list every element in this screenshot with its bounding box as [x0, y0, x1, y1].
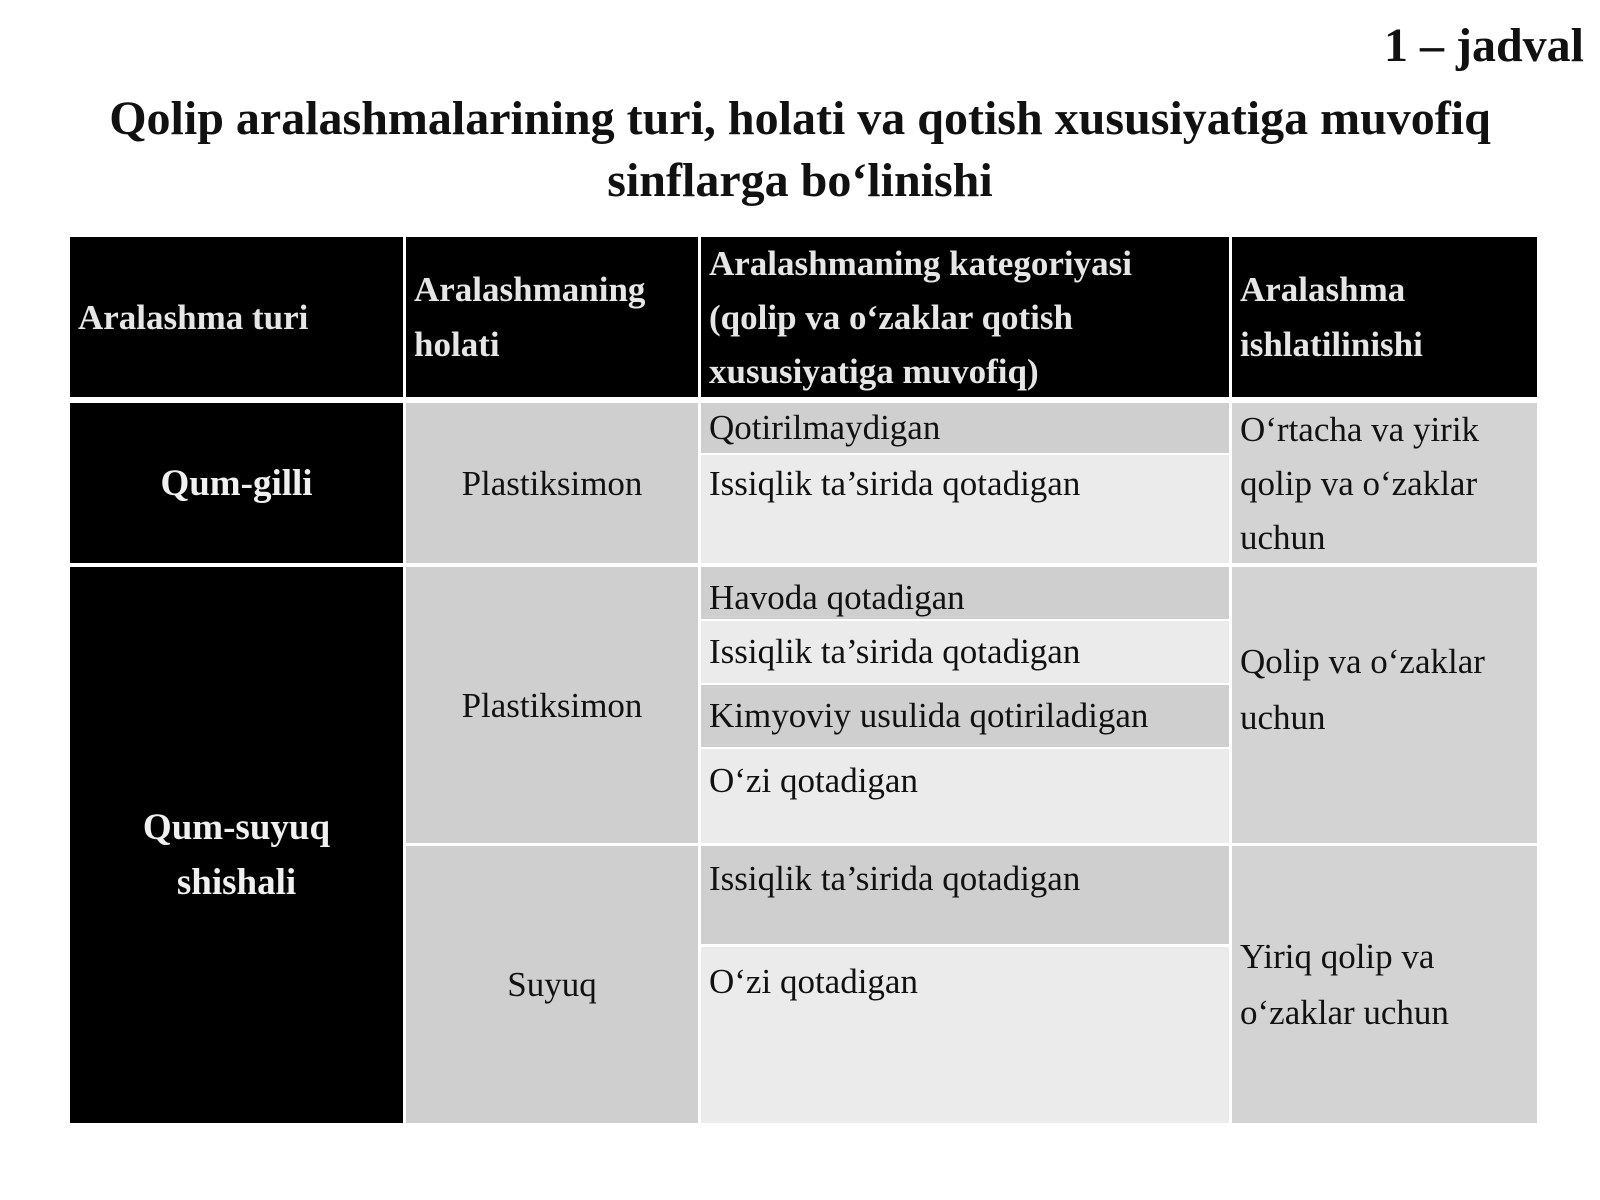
header-category-line-1: Aralashmaning kategoriyasi [709, 244, 1132, 283]
usage-text-line: Qolip va o‘zaklar [1240, 642, 1485, 681]
usage-text-line: uchun [1240, 698, 1326, 737]
mixture-state-cell [406, 846, 698, 1123]
header-mixture-category [701, 237, 1229, 397]
category-text: Issiqlik ta’sirida qotadigan [709, 632, 1081, 671]
category-cell [701, 947, 1229, 1123]
mixture-state-cell [406, 567, 698, 843]
category-text: O‘zi qotadigan [709, 761, 918, 800]
usage-text-line: O‘rtacha va yirik [1240, 410, 1480, 449]
usage-cell [1232, 846, 1537, 1123]
category-cell [701, 846, 1229, 944]
category-cell [701, 621, 1229, 683]
mixture-type-cell [70, 567, 403, 1123]
header-mixture-type [70, 237, 403, 397]
category-text: Qotirilmaydigan [709, 408, 941, 447]
header-mixture-type-text: Aralashma turi [78, 297, 309, 337]
category-text: Kimyoviy usulida qotiriladigan [709, 696, 1149, 735]
category-text: O‘zi qotadigan [709, 962, 918, 1001]
mixture-type-cell [70, 403, 403, 563]
header-usage-line-1: Aralashma [1240, 270, 1406, 309]
category-text: Havoda qotadigan [709, 578, 965, 617]
header-state-line-2: holati [414, 325, 500, 364]
table-number: 1 – jadval [1383, 19, 1584, 72]
category-text: Issiqlik ta’sirida qotadigan [709, 859, 1081, 898]
page-title [0, 88, 1600, 212]
mixture-type-text: Qum-gilli [160, 462, 313, 504]
mixture-state-text: Plastiksimon [461, 685, 643, 725]
mixture-state-text: Plastiksimon [461, 463, 643, 503]
mixture-state-text: Suyuq [507, 965, 597, 1004]
category-text: Issiqlik ta’sirida qotadigan [709, 464, 1081, 503]
usage-text-line: Yiriq qolip va [1240, 936, 1435, 976]
usage-cell [1232, 567, 1537, 843]
usage-cell [1232, 403, 1537, 563]
title-line-1: Qolip aralashmalarining turi, holati va qotish xususiyatiga muvofiq [109, 92, 1491, 145]
mixture-type-text-line: shishali [176, 862, 297, 903]
category-cell [701, 403, 1229, 453]
category-cell [701, 749, 1229, 843]
header-category-line-3: xususiyatiga muvofiq) [709, 352, 1039, 391]
usage-text-line: qolip va o‘zaklar [1240, 464, 1478, 503]
header-usage-line-2: ishlatilinishi [1240, 325, 1423, 364]
header-mixture-state [406, 237, 698, 397]
header-mixture-usage [1232, 237, 1537, 397]
title-line-2: sinflarga bo‘linishi [607, 154, 993, 207]
category-cell [701, 455, 1229, 563]
header-state-line-1: Aralashmaning [414, 270, 646, 309]
category-cell [701, 685, 1229, 747]
classification-table [70, 237, 1580, 1123]
mixture-state-cell [406, 403, 698, 563]
header-category-line-2: (qolip va o‘zaklar qotish [709, 298, 1073, 337]
category-cell [701, 567, 1229, 619]
usage-text-line: o‘zaklar uchun [1240, 992, 1449, 1032]
usage-text-line: uchun [1240, 518, 1326, 557]
mixture-type-text-line: Qum-suyuq [142, 807, 331, 848]
